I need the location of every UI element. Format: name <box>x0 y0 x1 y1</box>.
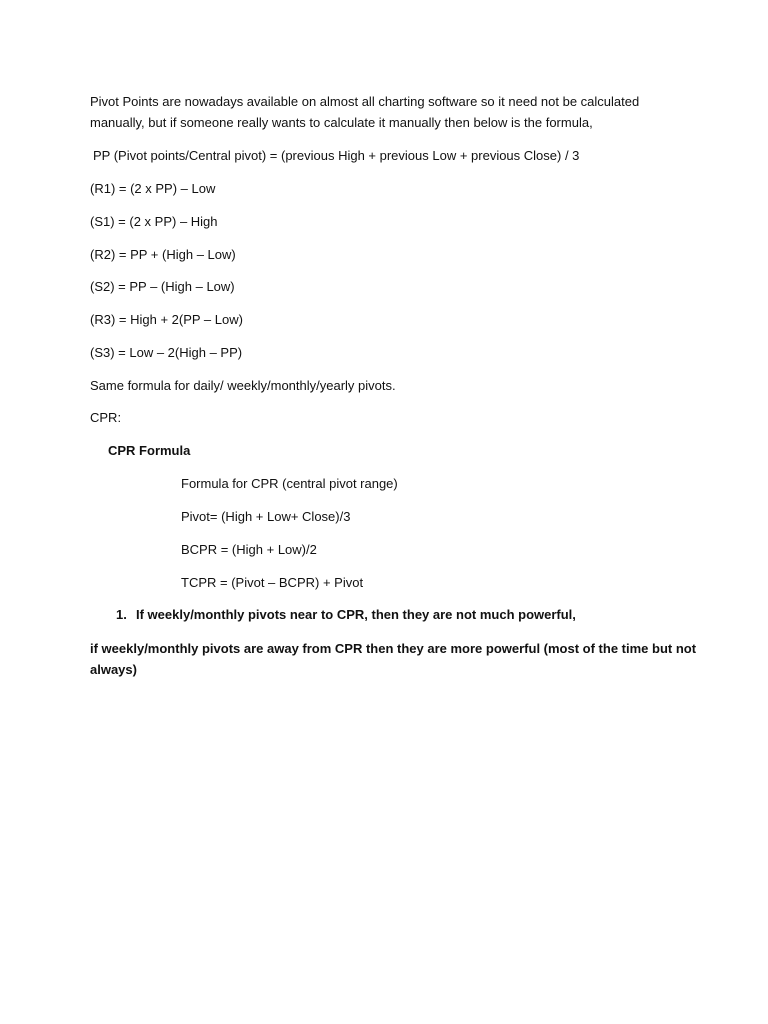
s2-formula: (S2) = PP – (High – Low) <box>90 279 235 294</box>
list-item-text: If weekly/monthly pivots near to CPR, then they are not much powerful, <box>136 607 576 622</box>
cpr-pivot-formula: Pivot= (High + Low+ Close)/3 <box>181 509 351 524</box>
r1-formula: (R1) = (2 x PP) – Low <box>90 181 216 196</box>
s1-formula: (S1) = (2 x PP) – High <box>90 214 218 229</box>
r3-formula: (R3) = High + 2(PP – Low) <box>90 312 243 327</box>
list-item-number: 1. <box>116 607 127 622</box>
closing-text-line-2: always) <box>90 662 137 677</box>
cpr-heading: CPR: <box>90 410 122 425</box>
r2-formula: (R2) = PP + (High – Low) <box>90 247 236 262</box>
cpr-formula-title: Formula for CPR (central pivot range) <box>181 476 398 491</box>
same-formula-note: Same formula for daily/ weekly/monthly/yearly pivots. <box>90 378 396 393</box>
pp-formula: PP (Pivot points/Central pivot) = (previous High + previous Low + previous Close) / 3 <box>93 148 580 163</box>
intro-text-line-2: manually, but if someone really wants to calculate it manually then below is the formula, <box>90 115 593 130</box>
intro-text-line-1: Pivot Points are nowadays available on almost all charting software so it need not be calculated <box>90 94 640 109</box>
cpr-formula-heading: CPR Formula <box>108 443 191 458</box>
closing-text-line-1: if weekly/monthly pivots are away from CPR then they are more powerful (most of the time but not <box>90 641 697 656</box>
s3-formula: (S3) = Low – 2(High – PP) <box>90 345 243 360</box>
cpr-bcpr-formula: BCPR = (High + Low)/2 <box>181 542 317 557</box>
cpr-tcpr-formula: TCPR = (Pivot – BCPR) + Pivot <box>181 575 364 590</box>
